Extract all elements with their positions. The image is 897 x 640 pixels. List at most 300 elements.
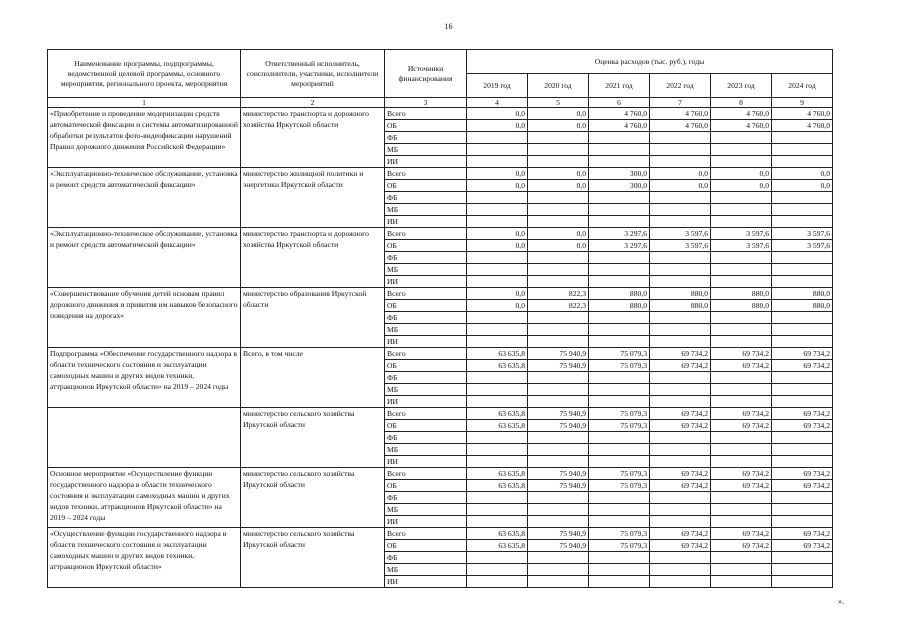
amount-cell xyxy=(772,264,833,276)
funding-source: ФБ xyxy=(385,192,467,204)
amount-cell xyxy=(711,576,772,588)
amount-cell xyxy=(650,216,711,228)
header-year: 2019 год xyxy=(467,74,528,98)
amount-cell xyxy=(589,144,650,156)
amount-cell xyxy=(589,492,650,504)
funding-source: Всего xyxy=(385,408,467,420)
amount-cell xyxy=(467,276,528,288)
funding-source: ФБ xyxy=(385,132,467,144)
amount-cell: 0,0 xyxy=(650,168,711,180)
amount-cell xyxy=(467,456,528,468)
responsible-executor: министерство транспорта и дорожного хозяйства Иркутской области xyxy=(241,228,385,288)
amount-cell xyxy=(711,564,772,576)
amount-cell xyxy=(528,456,589,468)
amount-cell xyxy=(650,552,711,564)
amount-cell xyxy=(528,432,589,444)
table-row xyxy=(48,108,833,120)
amount-cell xyxy=(589,384,650,396)
funding-source: Всего xyxy=(385,348,467,360)
funding-source: ФБ xyxy=(385,492,467,504)
funding-source: ИИ xyxy=(385,156,467,168)
amount-cell xyxy=(467,336,528,348)
amount-cell: 0,0 xyxy=(528,168,589,180)
funding-source: ОБ xyxy=(385,180,467,192)
table-row xyxy=(48,348,833,360)
funding-source: МБ xyxy=(385,264,467,276)
amount-cell xyxy=(772,144,833,156)
amount-cell: 75 079,3 xyxy=(589,540,650,552)
amount-cell xyxy=(711,492,772,504)
amount-cell xyxy=(589,264,650,276)
measure-name xyxy=(48,408,241,468)
amount-cell: 75 079,3 xyxy=(589,348,650,360)
amount-cell xyxy=(528,324,589,336)
table-row xyxy=(48,168,833,180)
amount-cell: 3 597,6 xyxy=(650,228,711,240)
header-responsible: Ответственный исполнитель, соисполнители, участники, исполнители мероприятий xyxy=(241,50,385,98)
amount-cell xyxy=(589,276,650,288)
funding-source: ОБ xyxy=(385,300,467,312)
responsible-executor: министерство жилищной политики и энергетики Иркутской области xyxy=(241,168,385,228)
amount-cell: 822,3 xyxy=(528,300,589,312)
amount-cell xyxy=(772,324,833,336)
amount-cell xyxy=(772,132,833,144)
amount-cell: 75 940,9 xyxy=(528,468,589,480)
amount-cell xyxy=(589,132,650,144)
amount-cell xyxy=(650,576,711,588)
amount-cell xyxy=(650,252,711,264)
amount-cell xyxy=(467,144,528,156)
funding-source: Всего xyxy=(385,228,467,240)
header-year: 2022 год xyxy=(650,74,711,98)
amount-cell: 69 734,2 xyxy=(772,348,833,360)
amount-cell: 69 734,2 xyxy=(650,348,711,360)
measure-name: Подпрограмма «Обеспечение государственного надзора в области технического состояния и эксплуатации самоходных машин и других видов техники, аттракционов Иркутской области» на 2019 – 2024 годы xyxy=(48,348,241,408)
amount-cell xyxy=(467,576,528,588)
amount-cell: 0,0 xyxy=(528,108,589,120)
amount-cell xyxy=(528,312,589,324)
amount-cell: 4 760,0 xyxy=(589,108,650,120)
measure-name: «Совершенствование обучения детей основам правил дорожного движения и привития им навыков безопасного поведения на дорогах» xyxy=(48,288,241,348)
amount-cell: 69 734,2 xyxy=(711,540,772,552)
amount-cell xyxy=(711,336,772,348)
amount-cell: 822,3 xyxy=(528,288,589,300)
amount-cell xyxy=(589,156,650,168)
amount-cell xyxy=(711,264,772,276)
amount-cell: 69 734,2 xyxy=(711,420,772,432)
amount-cell xyxy=(467,396,528,408)
amount-cell xyxy=(650,456,711,468)
amount-cell: 75 940,9 xyxy=(528,360,589,372)
amount-cell xyxy=(528,336,589,348)
amount-cell xyxy=(650,492,711,504)
amount-cell xyxy=(650,276,711,288)
amount-cell xyxy=(711,192,772,204)
amount-cell xyxy=(589,324,650,336)
amount-cell xyxy=(589,372,650,384)
amount-cell xyxy=(711,516,772,528)
amount-cell xyxy=(589,564,650,576)
amount-cell xyxy=(711,396,772,408)
funding-source: ИИ xyxy=(385,576,467,588)
funding-source: МБ xyxy=(385,384,467,396)
amount-cell: 0,0 xyxy=(772,168,833,180)
amount-cell xyxy=(528,264,589,276)
funding-source: ОБ xyxy=(385,480,467,492)
amount-cell xyxy=(589,312,650,324)
amount-cell xyxy=(467,564,528,576)
amount-cell xyxy=(467,132,528,144)
amount-cell: 69 734,2 xyxy=(650,528,711,540)
header-estimate: Оценка расходов (тыс. руб.), годы xyxy=(467,50,833,74)
amount-cell xyxy=(772,492,833,504)
amount-cell xyxy=(467,444,528,456)
amount-cell: 69 734,2 xyxy=(772,408,833,420)
amount-cell xyxy=(528,396,589,408)
amount-cell: 69 734,2 xyxy=(711,348,772,360)
amount-cell xyxy=(650,312,711,324)
amount-cell: 0,0 xyxy=(467,180,528,192)
amount-cell xyxy=(772,252,833,264)
amount-cell xyxy=(711,216,772,228)
amount-cell xyxy=(528,504,589,516)
amount-cell: 4 760,0 xyxy=(650,120,711,132)
amount-cell xyxy=(467,372,528,384)
amount-cell xyxy=(467,192,528,204)
amount-cell xyxy=(711,204,772,216)
amount-cell xyxy=(772,444,833,456)
responsible-executor: министерство сельского хозяйства Иркутской области xyxy=(241,528,385,588)
amount-cell xyxy=(528,564,589,576)
amount-cell xyxy=(772,336,833,348)
amount-cell: 69 734,2 xyxy=(711,528,772,540)
funding-source: МБ xyxy=(385,324,467,336)
amount-cell xyxy=(650,384,711,396)
responsible-executor: министерство образования Иркутской области xyxy=(241,288,385,348)
column-number: 2 xyxy=(241,98,385,108)
amount-cell xyxy=(772,312,833,324)
amount-cell: 75 940,9 xyxy=(528,420,589,432)
closing-quote: ». xyxy=(838,597,844,606)
amount-cell: 0,0 xyxy=(528,180,589,192)
amount-cell: 63 635,8 xyxy=(467,420,528,432)
amount-cell: 75 940,9 xyxy=(528,528,589,540)
funding-source: ФБ xyxy=(385,552,467,564)
amount-cell: 880,0 xyxy=(589,288,650,300)
amount-cell: 3 297,6 xyxy=(589,228,650,240)
amount-cell: 69 734,2 xyxy=(772,480,833,492)
amount-cell: 0,0 xyxy=(650,180,711,192)
funding-source: ФБ xyxy=(385,432,467,444)
amount-cell: 69 734,2 xyxy=(772,360,833,372)
amount-cell xyxy=(528,492,589,504)
amount-cell xyxy=(711,456,772,468)
table-row xyxy=(48,408,833,420)
amount-cell: 4 760,0 xyxy=(589,120,650,132)
amount-cell xyxy=(650,372,711,384)
amount-cell: 69 734,2 xyxy=(772,468,833,480)
responsible-executor: Всего, в том числе xyxy=(241,348,385,408)
budget-table xyxy=(47,49,833,588)
amount-cell xyxy=(467,516,528,528)
amount-cell: 880,0 xyxy=(711,300,772,312)
amount-cell xyxy=(528,444,589,456)
amount-cell xyxy=(528,204,589,216)
amount-cell xyxy=(711,252,772,264)
amount-cell xyxy=(650,132,711,144)
amount-cell xyxy=(711,444,772,456)
amount-cell: 0,0 xyxy=(772,180,833,192)
amount-cell xyxy=(589,516,650,528)
amount-cell xyxy=(528,144,589,156)
amount-cell: 63 635,8 xyxy=(467,408,528,420)
amount-cell: 880,0 xyxy=(650,288,711,300)
amount-cell xyxy=(467,156,528,168)
measure-name: «Эксплуатационно-техническое обслуживание, установка и ремонт средств автоматической фиксации» xyxy=(48,168,241,228)
amount-cell: 880,0 xyxy=(589,300,650,312)
funding-source: ФБ xyxy=(385,312,467,324)
amount-cell xyxy=(528,216,589,228)
amount-cell xyxy=(650,324,711,336)
amount-cell: 69 734,2 xyxy=(772,528,833,540)
header-name: Наименование программы, подпрограммы, ведомственной целевой программы, основного мероприятия, регионального проекта, мероприятия xyxy=(48,50,241,98)
amount-cell xyxy=(772,216,833,228)
amount-cell: 75 079,3 xyxy=(589,480,650,492)
amount-cell xyxy=(711,312,772,324)
amount-cell xyxy=(650,396,711,408)
amount-cell xyxy=(589,552,650,564)
amount-cell: 4 760,0 xyxy=(711,120,772,132)
amount-cell: 3 597,6 xyxy=(711,240,772,252)
amount-cell: 69 734,2 xyxy=(650,540,711,552)
header-year: 2024 год xyxy=(772,74,833,98)
amount-cell xyxy=(650,504,711,516)
amount-cell xyxy=(589,192,650,204)
funding-source: Всего xyxy=(385,168,467,180)
amount-cell: 3 597,6 xyxy=(711,228,772,240)
amount-cell xyxy=(589,204,650,216)
amount-cell xyxy=(467,552,528,564)
amount-cell: 0,0 xyxy=(467,228,528,240)
amount-cell xyxy=(589,396,650,408)
funding-source: Всего xyxy=(385,288,467,300)
amount-cell: 4 760,0 xyxy=(772,120,833,132)
amount-cell xyxy=(772,516,833,528)
amount-cell: 880,0 xyxy=(650,300,711,312)
responsible-executor: министерство сельского хозяйства Иркутской области xyxy=(241,468,385,528)
amount-cell xyxy=(772,552,833,564)
amount-cell xyxy=(589,444,650,456)
amount-cell: 63 635,8 xyxy=(467,528,528,540)
amount-cell xyxy=(711,384,772,396)
funding-source: ИИ xyxy=(385,276,467,288)
amount-cell: 880,0 xyxy=(772,288,833,300)
amount-cell: 69 734,2 xyxy=(772,420,833,432)
amount-cell: 69 734,2 xyxy=(650,468,711,480)
amount-cell: 69 734,2 xyxy=(711,408,772,420)
amount-cell: 880,0 xyxy=(772,300,833,312)
amount-cell: 0,0 xyxy=(711,180,772,192)
amount-cell xyxy=(528,384,589,396)
column-number: 9 xyxy=(772,98,833,108)
amount-cell xyxy=(589,504,650,516)
amount-cell xyxy=(772,156,833,168)
amount-cell xyxy=(528,192,589,204)
amount-cell: 0,0 xyxy=(467,240,528,252)
amount-cell xyxy=(589,216,650,228)
table-row xyxy=(48,528,833,540)
amount-cell xyxy=(772,504,833,516)
amount-cell xyxy=(589,432,650,444)
amount-cell: 75 079,3 xyxy=(589,468,650,480)
amount-cell xyxy=(772,204,833,216)
column-number: 6 xyxy=(589,98,650,108)
column-number: 1 xyxy=(48,98,241,108)
amount-cell: 0,0 xyxy=(467,108,528,120)
amount-cell xyxy=(650,564,711,576)
amount-cell xyxy=(772,564,833,576)
amount-cell xyxy=(772,576,833,588)
funding-source: МБ xyxy=(385,504,467,516)
header-year: 2023 год xyxy=(711,74,772,98)
amount-cell: 880,0 xyxy=(711,288,772,300)
amount-cell xyxy=(772,432,833,444)
page-number: 16 xyxy=(444,22,453,31)
amount-cell: 4 760,0 xyxy=(711,108,772,120)
amount-cell: 75 079,3 xyxy=(589,420,650,432)
amount-cell xyxy=(467,216,528,228)
amount-cell: 69 734,2 xyxy=(650,480,711,492)
amount-cell: 75 079,3 xyxy=(589,528,650,540)
amount-cell: 69 734,2 xyxy=(711,480,772,492)
amount-cell xyxy=(650,336,711,348)
amount-cell xyxy=(467,432,528,444)
funding-source: МБ xyxy=(385,144,467,156)
amount-cell xyxy=(528,576,589,588)
amount-cell: 0,0 xyxy=(528,240,589,252)
funding-source: ФБ xyxy=(385,372,467,384)
amount-cell: 75 940,9 xyxy=(528,480,589,492)
amount-cell xyxy=(650,192,711,204)
amount-cell: 4 760,0 xyxy=(772,108,833,120)
amount-cell: 0,0 xyxy=(467,288,528,300)
funding-source: ИИ xyxy=(385,216,467,228)
funding-source: МБ xyxy=(385,564,467,576)
amount-cell: 63 635,8 xyxy=(467,360,528,372)
amount-cell xyxy=(772,384,833,396)
amount-cell: 75 940,9 xyxy=(528,348,589,360)
amount-cell: 3 597,6 xyxy=(772,228,833,240)
amount-cell xyxy=(711,144,772,156)
amount-cell xyxy=(528,372,589,384)
amount-cell xyxy=(711,156,772,168)
amount-cell: 69 734,2 xyxy=(650,408,711,420)
amount-cell xyxy=(528,516,589,528)
table-row xyxy=(48,288,833,300)
amount-cell: 0,0 xyxy=(467,300,528,312)
amount-cell: 75 079,3 xyxy=(589,360,650,372)
amount-cell: 4 760,0 xyxy=(650,108,711,120)
funding-source: ИИ xyxy=(385,516,467,528)
amount-cell: 69 734,2 xyxy=(650,420,711,432)
amount-cell: 0,0 xyxy=(467,120,528,132)
header-year: 2021 год xyxy=(589,74,650,98)
amount-cell: 0,0 xyxy=(528,120,589,132)
measure-name: «Осуществление функции государственного надзора в области технического состояния и эксплуатации самоходных машин и других видов техники, аттракционов Иркутской области» xyxy=(48,528,241,588)
funding-source: ОБ xyxy=(385,120,467,132)
amount-cell xyxy=(528,276,589,288)
amount-cell: 300,0 xyxy=(589,168,650,180)
column-number: 7 xyxy=(650,98,711,108)
table-body xyxy=(48,108,833,588)
measure-name: Основное мероприятие «Осуществление функции государственного надзора в области технического состояния и эксплуатации самоходных машин и других видов техники, аттракционов Иркутской области» на 2019 – 2024 годы xyxy=(48,468,241,528)
amount-cell xyxy=(772,192,833,204)
measure-name: «Приобретение и проведение модернизации средств автоматической фиксации и системы автоматизированной обработки результатов фото-видеофиксации нарушений Правил дорожного движения Российской Федерации» xyxy=(48,108,241,168)
amount-cell xyxy=(467,384,528,396)
column-number: 4 xyxy=(467,98,528,108)
amount-cell xyxy=(589,576,650,588)
column-number: 5 xyxy=(528,98,589,108)
amount-cell xyxy=(589,252,650,264)
amount-cell xyxy=(528,252,589,264)
amount-cell xyxy=(711,276,772,288)
funding-source: Всего xyxy=(385,468,467,480)
funding-source: ОБ xyxy=(385,540,467,552)
amount-cell xyxy=(650,204,711,216)
funding-source: ОБ xyxy=(385,420,467,432)
amount-cell: 75 940,9 xyxy=(528,408,589,420)
responsible-executor: министерство сельского хозяйства Иркутской области xyxy=(241,408,385,468)
amount-cell xyxy=(528,156,589,168)
amount-cell xyxy=(711,552,772,564)
funding-source: МБ xyxy=(385,204,467,216)
amount-cell xyxy=(711,324,772,336)
amount-cell: 0,0 xyxy=(711,168,772,180)
amount-cell xyxy=(711,432,772,444)
column-number: 3 xyxy=(385,98,467,108)
amount-cell xyxy=(650,144,711,156)
funding-source: ОБ xyxy=(385,360,467,372)
amount-cell xyxy=(589,336,650,348)
amount-cell xyxy=(711,132,772,144)
amount-cell xyxy=(650,156,711,168)
amount-cell xyxy=(467,324,528,336)
amount-cell xyxy=(772,456,833,468)
funding-source: ИИ xyxy=(385,396,467,408)
amount-cell: 3 297,6 xyxy=(589,240,650,252)
amount-cell xyxy=(650,516,711,528)
amount-cell xyxy=(711,372,772,384)
amount-cell: 63 635,8 xyxy=(467,540,528,552)
header-sources: Источники финансирования xyxy=(385,50,467,98)
amount-cell xyxy=(528,132,589,144)
header-year: 2020 год xyxy=(528,74,589,98)
funding-source: ОБ xyxy=(385,240,467,252)
amount-cell: 63 635,8 xyxy=(467,480,528,492)
funding-source: МБ xyxy=(385,444,467,456)
amount-cell: 3 597,6 xyxy=(772,240,833,252)
amount-cell xyxy=(772,396,833,408)
table-row xyxy=(48,468,833,480)
amount-cell: 300,0 xyxy=(589,180,650,192)
amount-cell: 63 635,8 xyxy=(467,348,528,360)
funding-source: Всего xyxy=(385,108,467,120)
table-row xyxy=(48,228,833,240)
amount-cell xyxy=(467,504,528,516)
amount-cell: 69 734,2 xyxy=(711,360,772,372)
amount-cell xyxy=(650,444,711,456)
funding-source: ИИ xyxy=(385,336,467,348)
